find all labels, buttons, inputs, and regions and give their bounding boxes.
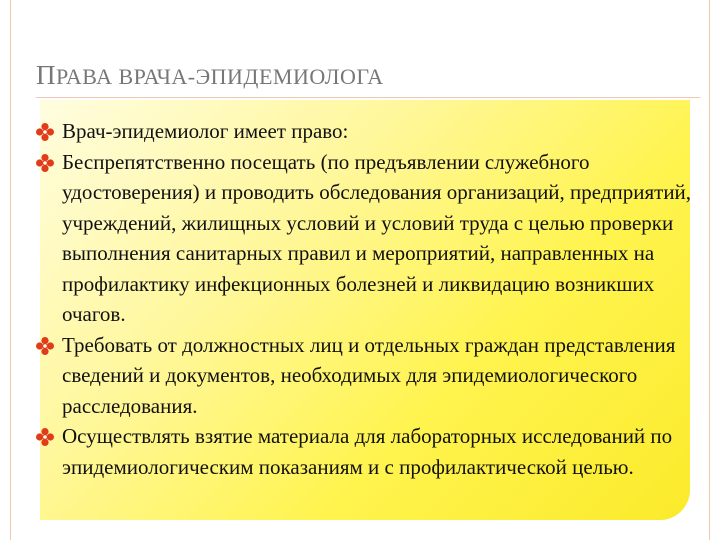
- list-item: [36, 147, 696, 330]
- list-item: [36, 116, 696, 147]
- list-item-text: Врач-эпидемиолог имеет право:: [62, 119, 349, 143]
- slide-title: [36, 60, 384, 91]
- list-item-text: Требовать от должностных лиц и отдельных граждан представления сведений и документов, необходимых для эпидемиологического расследования.: [62, 332, 676, 418]
- list-item-text: Осуществлять взятие материала для лабораторных исследований по эпидемиологическим показаниям и с профилактической целью.: [62, 424, 673, 479]
- flower-bullet-icon: [36, 154, 54, 172]
- title-divider: [36, 97, 700, 98]
- title-rest: РАВА ВРАЧА-ЭПИДЕМИОЛОГА: [56, 64, 384, 89]
- list-item-text: Беспрепятственно посещать (по предъявлении служебного удостоверения) и проводить обследования организаций, предприятий, учреждений, жилищных условий и условий труда с целью проверки выполнения санитарных правил и мероприятий, направленных на профилактику инфекционных болезней и ликвидацию возникших очагов.: [62, 149, 692, 326]
- flower-bullet-icon: [36, 123, 54, 141]
- bullet-list: [36, 116, 696, 482]
- flower-bullet-icon: [36, 337, 54, 355]
- list-item: [36, 421, 696, 482]
- flower-bullet-icon: [36, 428, 54, 446]
- list-item: [36, 330, 696, 422]
- title-initial: П: [36, 60, 56, 90]
